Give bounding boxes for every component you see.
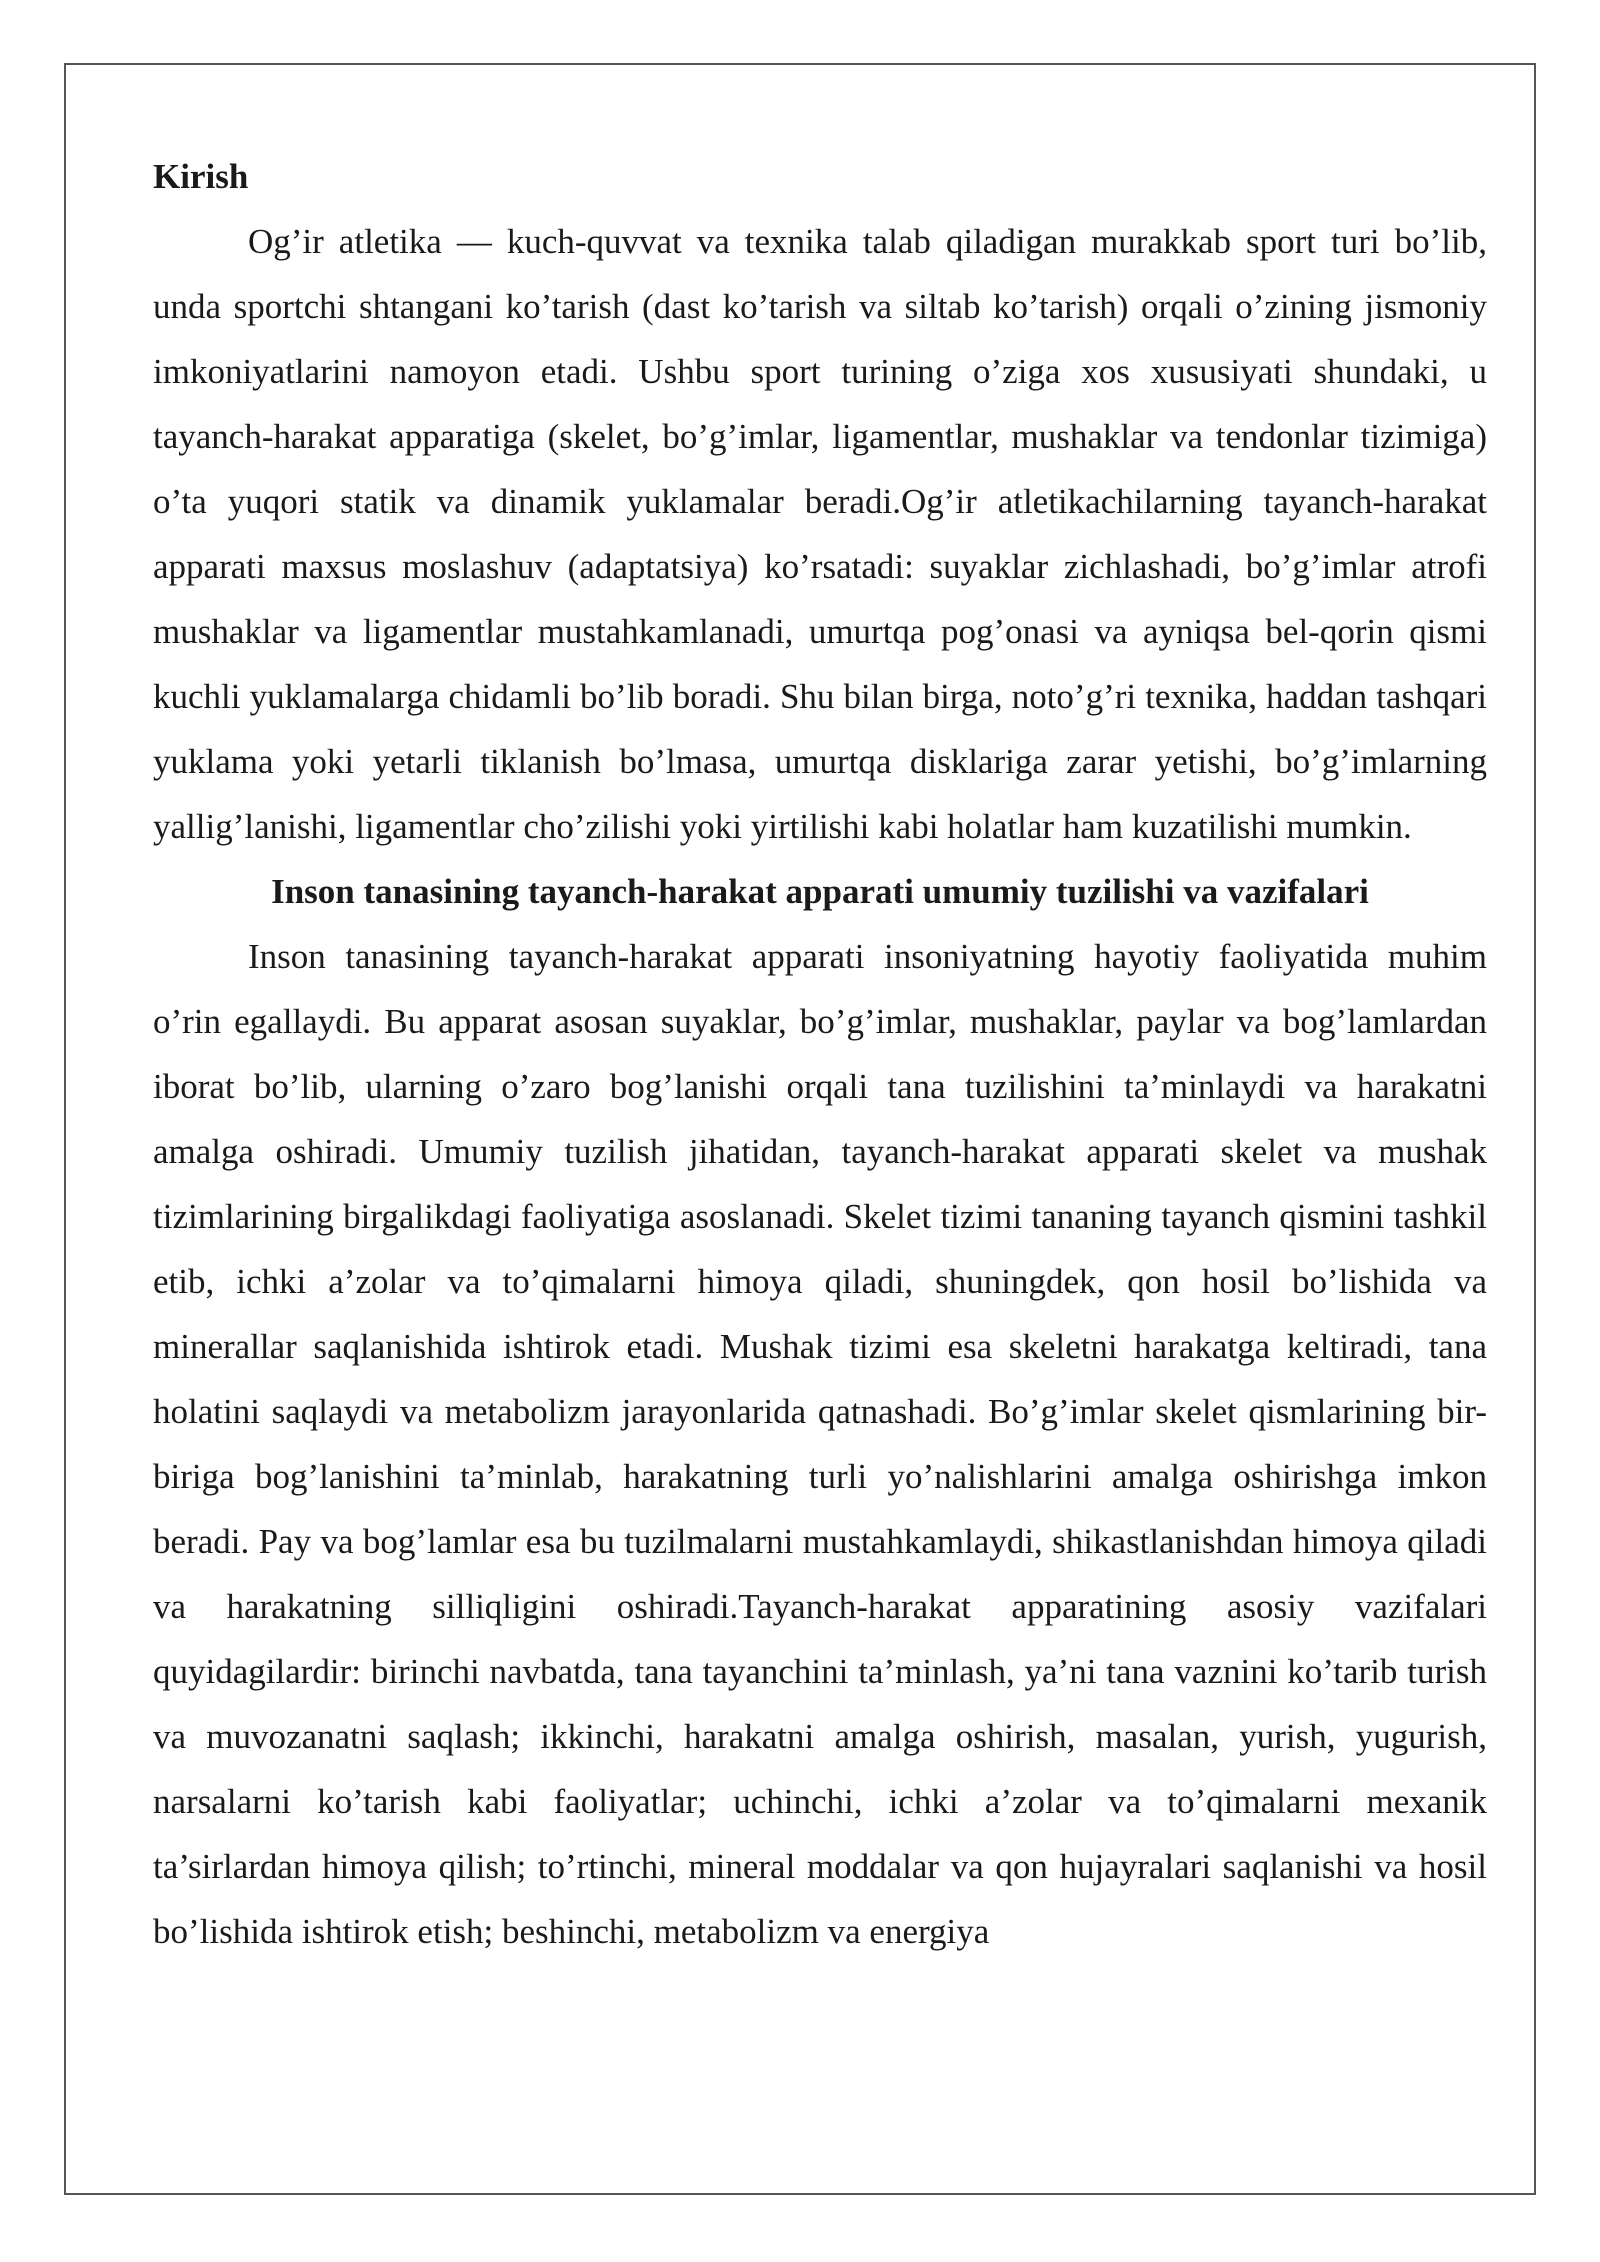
intro-paragraph: Og’ir atletika — kuch-quvvat va texnika talab qiladigan murakkab sport turi bo’lib, unda sportchi shtangani ko’tarish (dast ko’tarish va siltab ko’tarish) orqali o’zining jismoniy imkoniyatlarini namoyon etadi. Ushbu sport turining o’ziga xos xususiyati shundaki, u tayanch-harakat apparatiga (skelet, bo’g’imlar, ligamentlar, mushaklar va tendonlar tizimiga) o’ta yuqori statik va dinamik yuklamalar beradi.Og’ir atletikachilarning tayanch-harakat apparati maxsus moslashuv (adaptatsiya) ko’rsatadi: suyaklar zichlashadi, bo’g’imlar atrofi mushaklar va ligamentlar mustahkamlanadi, umurtqa pog’onasi va ayniqsa bel-qorin qismi kuchli yuklamalarga chidamli bo’lib boradi. Shu bilan birga, noto’g’ri texnika, haddan tashqari yuklama yoki yetarli tiklanish bo’lmasa, umurtqa disklariga zarar yetishi, bo’g’imlarning yallig’lanishi, ligamentlar cho’zilishi yoki yirtilishi kabi holatlar ham kuzatilishi mumkin. xyxy=(153,222,1487,846)
intro-heading: Kirish xyxy=(153,157,249,196)
document-body xyxy=(153,144,1487,1964)
section-heading: Inson tanasining tayanch-harakat apparati umumiy tuzilishi va vazifalari xyxy=(271,872,1369,911)
section-paragraph: Inson tanasining tayanch-harakat apparati insoniyatning hayotiy faoliyatida muhim o’rin egallaydi. Bu apparat asosan suyaklar, bo’g’imlar, mushaklar, paylar va bog’lamlardan iborat bo’lib, ularning o’zaro bog’lanishi orqali tana tuzilishini ta’minlaydi va harakatni amalga oshiradi. Umumiy tuzilish jihatidan, tayanch-harakat apparati skelet va mushak tizimlarining birgalikdagi faoliyatiga asoslanadi. Skelet tizimi tananing tayanch qismini tashkil etib, ichki a’zolar va to’qimalarni himoya qiladi, shuningdek, qon hosil bo’lishida va minerallar saqlanishida ishtirok etadi. Mushak tizimi esa skeletni harakatga keltiradi, tana holatini saqlaydi va metabolizm jarayonlarida qatnashadi. Bo’g’imlar skelet qismlarining bir-biriga bog’lanishini ta’minlab, harakatning turli yo’nalishlarini amalga oshirishga imkon beradi. Pay va bog’lamlar esa bu tuzilmalarni mustahkamlaydi, shikastlanishdan himoya qiladi va harakatning silliqligini oshiradi.Tayanch-harakat apparatining asosiy vazifalari quyidagilardir: birinchi navbatda, tana tayanchini ta’minlash, ya’ni tana vaznini ko’tarib turish va muvozanatni saqlash; ikkinchi, harakatni amalga oshirish, masalan, yurish, yugurish, narsalarni ko’tarish kabi faoliyatlar; uchinchi, ichki a’zolar va to’qimalarni mexanik ta’sirlardan himoya qilish; to’rtinchi, mineral moddalar va qon hujayralari saqlanishi va hosil bo’lishida ishtirok etish; beshinchi, metabolizm va energiya xyxy=(153,937,1487,1951)
